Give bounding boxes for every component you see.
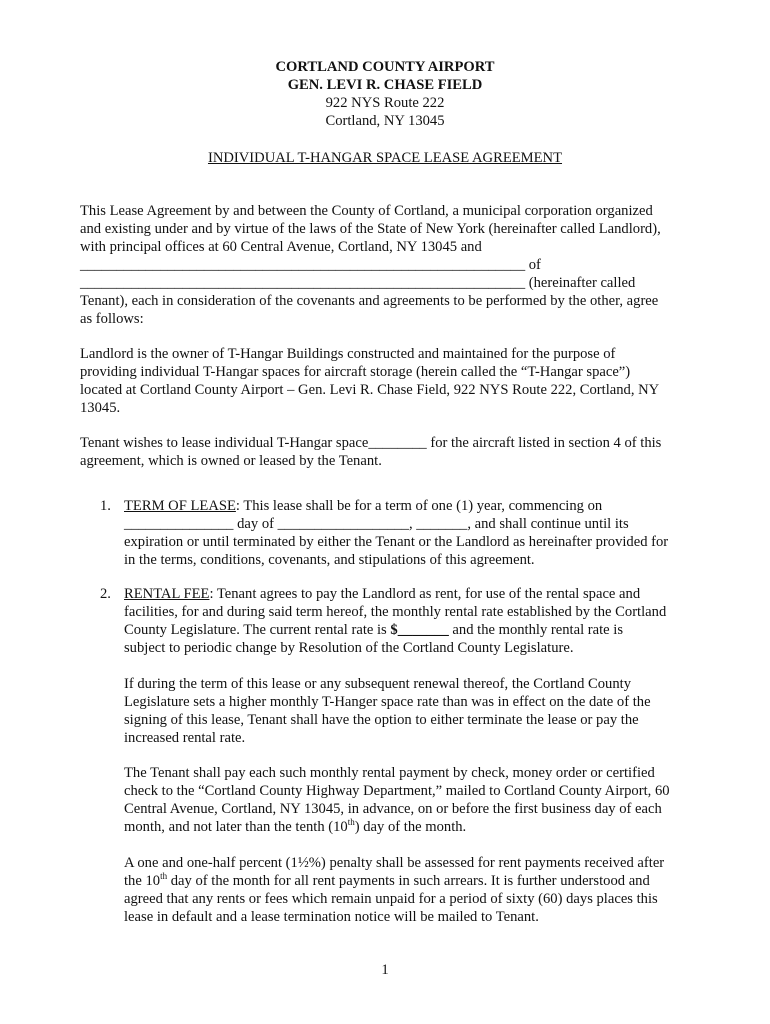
tenant-line: agreement, which is owned or leased by the Tenant. (80, 453, 382, 469)
document-title: INDIVIDUAL T-HANGAR SPACE LEASE AGREEMENT (207, 150, 563, 166)
penalty-text: day of the month for all rent payments in such arrears. It is further understood and (167, 873, 650, 889)
intro-line: as follows: (80, 311, 144, 327)
rate-change-line: signing of this lease, Tenant shall have the option to either terminate the lease or pay the (124, 712, 639, 728)
tenant-line: Tenant wishes to lease individual T-Hangar space________ for the aircraft listed in section 4 of this (80, 435, 662, 451)
ordinal-suffix: th (160, 871, 168, 882)
section-1-number: 1. (100, 498, 111, 514)
section-2-text: : Tenant agrees to pay the Landlord as rent, for use of the rental space and (209, 586, 641, 602)
section-2-text: and the monthly rental rate is (448, 622, 624, 638)
penalty-line: lease in default and a lease termination notice will be mailed to Tenant. (124, 909, 539, 925)
payment-line: The Tenant shall pay each such monthly rental payment by check, money order or certified (124, 765, 655, 781)
tenant-name-blank: _____________________________________________________________ of (80, 257, 541, 273)
tenant-paragraph (80, 434, 695, 470)
tenant-address-blank: _____________________________________________________________ (hereinafter called (80, 275, 636, 291)
landlord-line: located at Cortland County Airport – Gen. Levi R. Chase Field, 922 NYS Route 222, Cortland, NY (80, 382, 660, 398)
city-address: Cortland, NY 13045 (325, 113, 445, 129)
section-1-text: : This lease shall be for a term of one (1) year, commencing on (235, 498, 603, 514)
airport-name: CORTLAND COUNTY AIRPORT (275, 59, 495, 75)
section-1-line: expiration or until terminated by either the Tenant or the Landlord as hereinafter provided for (124, 534, 669, 550)
penalty-text: the 10 (124, 873, 161, 889)
section-rental-fee (124, 585, 699, 657)
rate-change-paragraph (124, 675, 699, 747)
intro-line: and existing under and by virtue of the laws of the State of New York (hereinafter called Landlord), (80, 221, 661, 237)
rate-change-line: If during the term of this lease or any subsequent renewal thereof, the Cortland County (124, 676, 631, 692)
rate-change-line: increased rental rate. (124, 730, 246, 746)
rental-rate-blank: $_______ (390, 622, 449, 638)
landlord-line: Landlord is the owner of T-Hangar Buildings constructed and maintained for the purpose of (80, 346, 616, 362)
intro-paragraph (80, 202, 695, 328)
section-1-line: in the terms, conditions, covenants, and stipulations of this agreement. (124, 552, 535, 568)
section-term-of-lease (124, 497, 699, 569)
street-address: 922 NYS Route 222 (325, 95, 445, 111)
page-number: 1 (381, 962, 389, 978)
landlord-paragraph (80, 345, 695, 417)
section-2-text: County Legislature. The current rental rate is (124, 622, 391, 638)
payment-text: month, and not later than the tenth (10 (124, 819, 348, 835)
section-2-heading: RENTAL FEE (124, 586, 210, 602)
rate-change-line: Legislature sets a higher monthly T-Hanger space rate than was in effect on the date of the (124, 694, 651, 710)
section-2-line: facilities, for and during said term hereof, the monthly rental rate established by the Cortland (124, 604, 667, 620)
landlord-line: 13045. (80, 400, 121, 416)
section-2-number: 2. (100, 586, 111, 602)
lease-start-date-blanks: _______________ day of __________________, _______, and shall continue until its (124, 516, 629, 532)
section-2-line: subject to periodic change by Resolution of the Cortland County Legislature. (124, 640, 574, 656)
section-1-heading: TERM OF LEASE (124, 498, 236, 514)
payment-line: Central Avenue, Cortland, NY 13045, in advance, on or before the first business day of each (124, 801, 662, 817)
payment-line: check to the “Cortland County Highway Department,” mailed to Cortland County Airport, 60 (124, 783, 670, 799)
penalty-paragraph (124, 854, 699, 926)
penalty-line: A one and one-half percent (1½%) penalty shall be assessed for rent payments received after (124, 855, 665, 871)
ordinal-suffix: th (347, 817, 355, 828)
intro-line: Tenant), each in consideration of the covenants and agreements to be performed by the other, agree (80, 293, 659, 309)
penalty-line: agreed that any rents or fees which remain unpaid for a period of sixty (60) days places this (124, 891, 658, 907)
payment-text: ) day of the month. (354, 819, 467, 835)
intro-line: with principal offices at 60 Central Avenue, Cortland, NY 13045 and (80, 239, 482, 255)
payment-paragraph (124, 764, 699, 836)
field-name: GEN. LEVI R. CHASE FIELD (287, 77, 483, 93)
landlord-line: providing individual T-Hangar spaces for aircraft storage (herein called the “T-Hangar space”) (80, 364, 631, 380)
intro-line: This Lease Agreement by and between the County of Cortland, a municipal corporation organized (80, 203, 653, 219)
